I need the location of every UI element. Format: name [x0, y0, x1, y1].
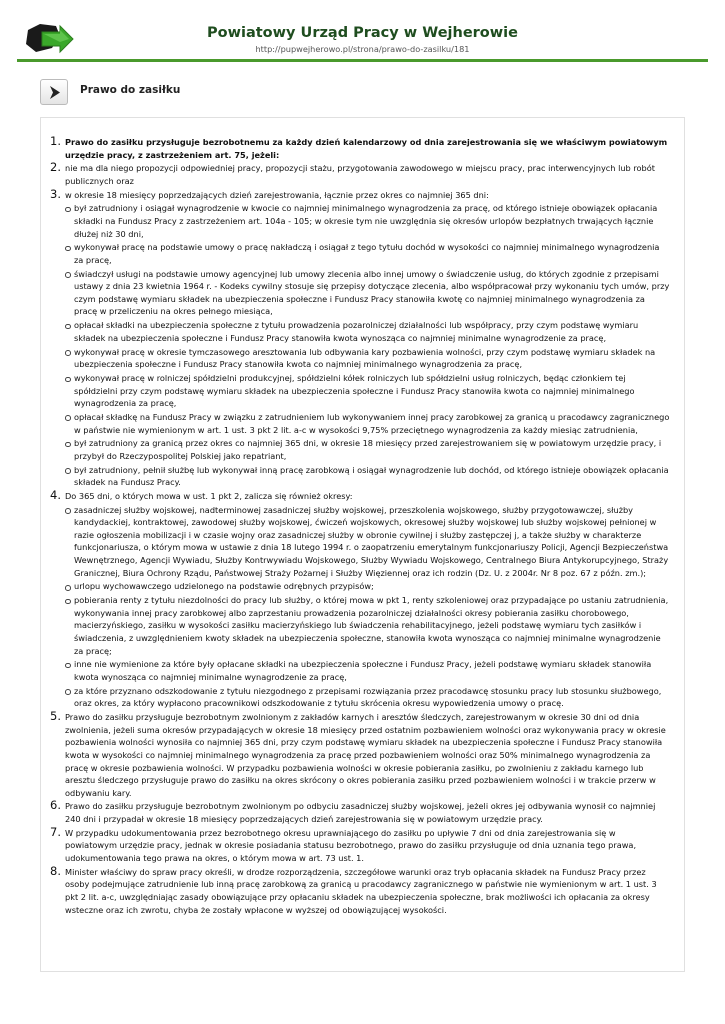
sub-list-item: był zatrudniony za granicą przez okres co najmniej 365 dni, w okresie 18 miesięcy przed zarejestrowaniem się w powiatowym urzędzie pracy, i przybył do Rzeczypospolitej Polskiej jako repatriant,	[65, 437, 670, 462]
item-text: w okresie 18 miesięcy poprzedzających dzień zarejestrowania, łącznie przez okres co najmniej 365 dni:	[65, 189, 489, 200]
sub-list-item: świadczył usługi na podstawie umowy agencyjnej lub umowy zlecenia albo innej umowy o świadczenie usług, do których zgodnie z przepisami ustawy z dnia 23 kwietnia 1964 r. - Kodeks cywilny stosuje się przepisy dotyczące zlecenia, albo współpracował przy wykonaniu tych umów, przy czym podstawę wymiaru składek na ubezpieczenia społeczne i Fundusz Pracy stanowiła kwotę co najmniej minimalnego wynagrodzenia za pracę w przeliczeniu na okres pełnego miesiąca,	[65, 268, 670, 318]
sub-list	[65, 504, 670, 710]
page-url[interactable]: http://pupwejherowo.pl/strona/prawo-do-zasilku/181	[255, 44, 470, 54]
content-panel	[40, 117, 685, 972]
item-text: Prawo do zasiłku przysługuje bezrobotnym zwolnionym po odbyciu zasadniczej służby wojskowej, jeżeli okres jej odbywania wynosił co najmniej 240 dni i przypadał w okresie 18 miesięcy poprzedzających dzień zarejestrowania się w powiatowym urzędzie pracy.	[65, 801, 656, 825]
item-number: 6.	[50, 798, 61, 813]
list-item	[50, 186, 670, 489]
sub-list-item: za które przyznano odszkodowanie z tytułu niezgodnego z przepisami rozwiązania przez pracodawcę stosunku pracy lub stosunku służbowego, oraz okres, za który wypłacono pracownikowi odszkodowanie z tytułu skrócenia okresu wypowiedzenia umowy o pracę.	[65, 685, 670, 710]
sub-list-item: inne nie wymienione za które były opłacane składki na ubezpieczenia społeczne i Fundusz Pracy, jeżeli podstawę wymiaru składek stanowiła kwota wynosząca co najmniej minimalne wynagrodzenie za pracę,	[65, 658, 670, 683]
list-item	[50, 134, 670, 161]
item-number: 1.	[50, 134, 61, 148]
item-text: Do 365 dni, o których mowa w ust. 1 pkt 2, zalicza się również okresy:	[65, 491, 353, 502]
item-text: Prawo do zasiłku przysługuje bezrobotnemu za każdy dzień kalendarzowy od dnia zarejestrowania się we właściwym powiatowym urzędzie pracy, z zastrzeżeniem art. 75, jeżeli:	[65, 137, 668, 160]
site-title: Powiatowy Urząd Pracy w Wejherowie	[207, 25, 518, 41]
arrow-right-icon	[49, 86, 61, 99]
sub-list-item: pobierania renty z tytułu niezdolności do pracy lub służby, o której mowa w pkt 1, renty szkoleniowej oraz przypadające po ustaniu zatrudnienia, wykonywania innej pracy zarobkowej albo zaprzestaniu prowadzenia pozarolniczej działalności okresy pobierania zasiłku chorobowego, macierzyńskiego, zasiłku w wysokości zasiłku macierzyńskiego lub świadczenia rehabilitacyjnego, jeżeli podstawę wymiaru tych zasiłków i świadczenia, z uwzględnieniem kwoty składek na ubezpieczenia społeczne, stanowiła kwota wynosząca co najmniej minimalne wynagrodzenie za pracę;	[65, 594, 670, 657]
item-number: 5.	[50, 709, 61, 724]
sub-list-item: był zatrudniony, pełnił służbę lub wykonywał inną pracę zarobkową i osiągał wynagrodzenie lub dochód, od którego istnieje obowiązek opłacania składek na Fundusz Pracy.	[65, 464, 670, 489]
main-list	[50, 134, 670, 917]
sub-list	[65, 202, 670, 489]
page-title: Prawo do zasiłku	[80, 84, 181, 96]
list-item	[50, 709, 670, 799]
item-text: W przypadku udokumentowania przez bezrobotnego okresu uprawniającego do zasiłku po upływie 7 dni od dnia zarejestrowania się w powiatowym urzędzie pracy, jednak w okresie posiadania statusu bezrobotnego, prawo do zasiłku przysługuje od dnia uznania tego prawa, udokumentowania tego prawa na okres, o którym mowa w art. 73 ust. 1.	[65, 827, 637, 864]
sub-list-item: urlopu wychowawczego udzielonego na podstawie odrębnych przypisów;	[65, 580, 670, 593]
item-number: 3.	[50, 186, 61, 201]
item-number: 7.	[50, 824, 61, 839]
sub-list-item: wykonywał pracę w rolniczej spółdzielni produkcyjnej, spółdzielni kółek rolniczych lub spółdzielni usług rolniczych, będąc członkiem tej spółdzielni przy czym podstawę wymiaru składek na ubezpieczenia społeczne i Fundusz Pracy stanowiła kwota co najmniej minimalnego wynagrodzenia za pracę,	[65, 372, 670, 410]
site-header	[0, 0, 725, 64]
item-text: Prawo do zasiłku przysługuje bezrobotnym zwolnionym z zakładów karnych i aresztów śledczych, zarejestrowanym w okresie 30 dni od dnia zwolnienia, jeżeli suma okresów przypadających w okresie 18 miesięcy przed ostatnim pozbawieniem wolności oraz wykonywania pracy w okresie pozbawienia wolności wynosiła co najmniej 365 dni, przy czym podstawę wymiaru składek na ubezpieczenia społeczne i Fundusz Pracy stanowiła kwota w wysokości co najmniej minimalnego wynagrodzenia za pracę przed pozbawieniem wolności oraz 50% minimalnego wynagrodzenia za pracę w okresie pozbawienia wolności. W przypadku pozbawienia wolności w okresie pobierania zasiłku, po zwolnieniu z zakładu karnego lub aresztu śledczego przysługuje prawo do zasiłku na okres skrócony o okres pobierania zasiłku przed pozbawieniem wolności i w trakcie przerw w odbywaniu kary.	[65, 712, 666, 798]
item-number: 4.	[50, 488, 61, 503]
sub-list-item: zasadniczej służby wojskowej, nadterminowej zasadniczej służby wojskowej, przeszkolenia wojskowego, służby przygotowawczej, służby kandydackiej, kontraktowej, zawodowej służby wojskowej, ćwiczeń wojskowych, okresowej służby wojskowej lub służby wojskowej pełnionej w razie ogłoszenia mobilizacji i w czasie wojny oraz zasadniczej służby w obronie cywilnej i służby zastępczej j, a także służby w charakterze funkcjonariusza, o którym mowa w ustawie z dnia 18 lutego 1994 r. o zaopatrzeniu emerytalnym funkcjonariuszy Policji, Agencji Bezpieczeństwa Wewnętrznego, Agencji Wywiadu, Służby Kontrwywiadu Wojskowego, Służby Wywiadu Wojskowego, Centralnego Biura Antykorupcyjnego, Straży Granicznej, Biura Ochrony Rządu, Państwowej Straży Pożarnej i Służby Więziennej oraz ich rodzin (Dz. U. z 2004r. Nr 8 poz. 67 z późn. zm.);	[65, 504, 670, 580]
sub-list-item: opłacał składki na ubezpieczenia społeczne z tytułu prowadzenia pozarolniczej działalności lub współpracy, przy czym podstawę wymiaru składek na ubezpieczenia społeczne i Fundusz Pracy stanowiła kwota wynosząca co najmniej minimalne wynagrodzenie za pracę,	[65, 319, 670, 344]
item-number: 2.	[50, 160, 61, 175]
list-item	[50, 863, 670, 916]
item-text: nie ma dla niego propozycji odpowiedniej pracy, propozycji stażu, przygotowania zawodowego w miejscu pracy, prac interwencyjnych lub robót publicznych oraz	[65, 163, 655, 186]
sub-list-item: wykonywał pracę na podstawie umowy o pracę nakładczą i osiągał z tego tytułu dochód w wysokości co najmniej minimalnego wynagrodzenia za pracę,	[65, 241, 670, 266]
list-item	[50, 160, 670, 187]
item-number: 8.	[50, 863, 61, 878]
sub-list-item: wykonywał pracę w okresie tymczasowego aresztowania lub odbywania kary pozbawienia wolności, przy czym podstawę wymiaru składek na ubezpieczenia społeczne i Fundusz Pracy stanowiła kwota co najmniej minimalnego wynagrodzenia za pracę,	[65, 346, 670, 371]
list-item	[50, 798, 670, 825]
arrow-right-button[interactable]	[40, 79, 68, 105]
item-text: Minister właściwy do spraw pracy określi, w drodze rozporządzenia, szczegółowe warunki oraz tryb opłacania składek na Fundusz Pracy przez osoby podejmujące zatrudnienie lub inną pracę zarobkową za granicą u pracodawcy zagranicznego w państwie nie wymienionym w art. 1 ust. 3 pkt 2 lit. a-c, uwzględniając zasady obowiązujące przy opłacaniu składek na ubezpieczenia społeczne, brak możliwości ich opłacania za okresy wsteczne oraz ich zwrotu, chyba że zostały wpłacone w wyższej od obowiązującej wysokości.	[65, 866, 657, 915]
sub-list-item: był zatrudniony i osiągał wynagrodzenie w kwocie co najmniej minimalnego wynagrodzenia za pracę, od którego istnieje obowiązek opłacania składki na Fundusz Pracy z zastrzeżeniem art. 104a - 105; w okresie tym nie uwzględnia się okresów urlopów bezpłatnych trwających łącznie dłużej niż 30 dni,	[65, 202, 670, 240]
sub-list-item: opłacał składkę na Fundusz Pracy w związku z zatrudnieniem lub wykonywaniem innej pracy zarobkowej za granicą u pracodawcy zagranicznego w państwie nie wymienionym w art. 1 ust. 3 pkt 2 lit. a-c w wysokości 9,75% przeciętnego wynagrodzenia za każdy miesiąc zatrudnienia,	[65, 411, 670, 436]
list-item	[50, 488, 670, 710]
header-divider	[17, 59, 708, 62]
list-item	[50, 824, 670, 865]
